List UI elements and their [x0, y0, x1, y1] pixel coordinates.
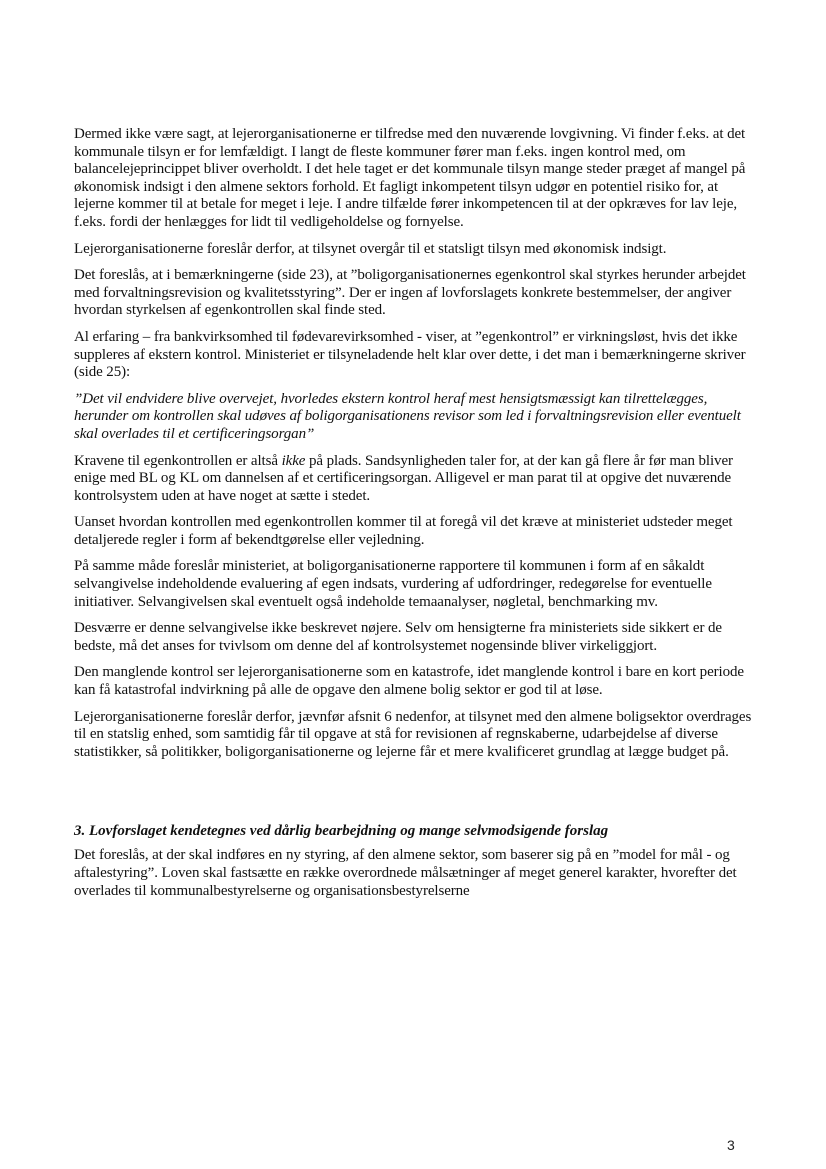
paragraph-erfaring: Al erfaring – fra bankvirksomhed til fødevarevirksomhed - viser, at ”egenkontrol” er virkningsløst, hvis det ikke suppleres af ekstern kontrol. Ministeriet er tilsyneladende helt klar over dette, i det man i bemærkningerne skriver (side 25): — [74, 328, 746, 381]
paragraph-styring: Det foreslås, at der skal indføres en ny styring, af den almene sektor, som baserer sig på en ”model for mål - og aftalestyring”. Loven skal fastsætte en række overordnede målsætninger af meget generel karakter, hvorefter det overlades til kommunalbestyrelserne og organisationsbestyrelserne — [74, 847, 737, 899]
paragraph-statsligt-tilsyn: Lejerorganisationerne foreslår derfor, at tilsynet overgår til et statsligt tilsyn med økonomisk indsigt. — [74, 240, 667, 257]
document-page — [74, 126, 754, 909]
kravene-text-after: på plads. Sandsynligheden taler for, at der kan gå flere år før man bliver enige med BL og KL om dannelsen af et certificeringsorgan. Alligevel er man parat til at opgive det nuværende kontrolsystem uden at have noget at sætte i stedet. — [74, 452, 733, 504]
paragraph-desvaerre: Desværre er denne selvangivelse ikke beskrevet nøjere. Selv om hensigterne fra ministeriets side sikkert er de bedste, må det anses for tvivlsom om denne del af kontrolsystemet nogensinde bliver virkeliggjort. — [74, 620, 722, 654]
paragraph-selvangivelse: På samme måde foreslår ministeriet, at boligorganisationerne rapportere til kommunen i form af en såkaldt selvangivelse indeholdende evaluering af egen indsats, vurdering af udfordringer, redegørelse for eventuelle initiativer. Selvangivelsen skal eventuelt også indeholde temaanalyser, nøgletal, benchmarking mv. — [74, 558, 712, 610]
paragraph-egenkontrol: Det foreslås, at i bemærkningerne (side 23), at ”boligorganisationernes egenkontrol skal styrkes herunder arbejdet med forvaltningsrevision og kvalitetsstyring”. Der er ingen af lovforslagets konkrete bestemmelser, der angiver hvordan styrkelsen af egenkontrollen skal finde sted. — [74, 267, 746, 319]
section-spacer — [74, 770, 754, 822]
paragraph-kravene — [74, 453, 754, 506]
quote-bemaerkninger: ”Det vil endvidere blive overvejet, hvorledes ekstern kontrol heraf mest hensigtsmæssigt kan tilrettelægges, herunder om kontrollen skal udøves af boligorganisationens revisor som led i forvaltningsrevision eller eventuelt skal overlades til et certificeringsorgan” — [74, 390, 741, 442]
paragraph-tilsyn: Dermed ikke være sagt, at lejerorganisationerne er tilfredse med den nuværende lovgivning. Vi finder f.eks. at det kommunale tilsyn er for lemfældigt. I langt de fleste kommuner fører man f.eks. ingen kontrol med, om balancelejeprincippet bliver overholdt. I det hele taget er det kommunale tilsyn mange steder præget af mangel på økonomisk indsigt i den almene sektors forhold. Et fagligt inkompetent tilsyn udgør en potentiel risiko for, at lejerne kommer til at betale for meget i leje. I andre tilfælde fører inkompetencen til at der opkræves for lav leje, f.eks. fordi der henlægges for lidt til vedligeholdelse og fornyelse. — [74, 126, 746, 230]
section-heading: 3. Lovforslaget kendetegnes ved dårlig bearbejdning og mange selvmodsigende forslag — [74, 823, 609, 840]
paragraph-forslag-statslig-enhed: Lejerorganisationerne foreslår derfor, jævnfør afsnit 6 nedenfor, at tilsynet med den almene boligsektor overdrages til en statslig enhed, som samtidig får til opgave at stå for revisionen af regnskaberne, udarbejdelse af diverse statistikker, så politikker, boligorganisationerne og lejerne får et mere kvalificeret grundlag at lægge budget på. — [74, 708, 752, 760]
kravene-text-before: Kravene til egenkontrollen er altså — [74, 452, 282, 469]
page-number: 3 — [727, 1137, 735, 1153]
paragraph-manglende-kontrol: Den manglende kontrol ser lejerorganisationerne som en katastrofe, idet manglende kontrol i bare en kort periode kan få katastrofal indvirkning på alle de opgave den almene bolig sektor er god til at løse. — [74, 664, 744, 699]
kravene-emphasis: ikke — [281, 452, 306, 469]
paragraph-uanset: Uanset hvordan kontrollen med egenkontrollen kommer til at foregå vil det kræve at ministeriet udsteder meget detaljerede regler i form af bekendtgørelse eller vejledning. — [74, 514, 733, 548]
